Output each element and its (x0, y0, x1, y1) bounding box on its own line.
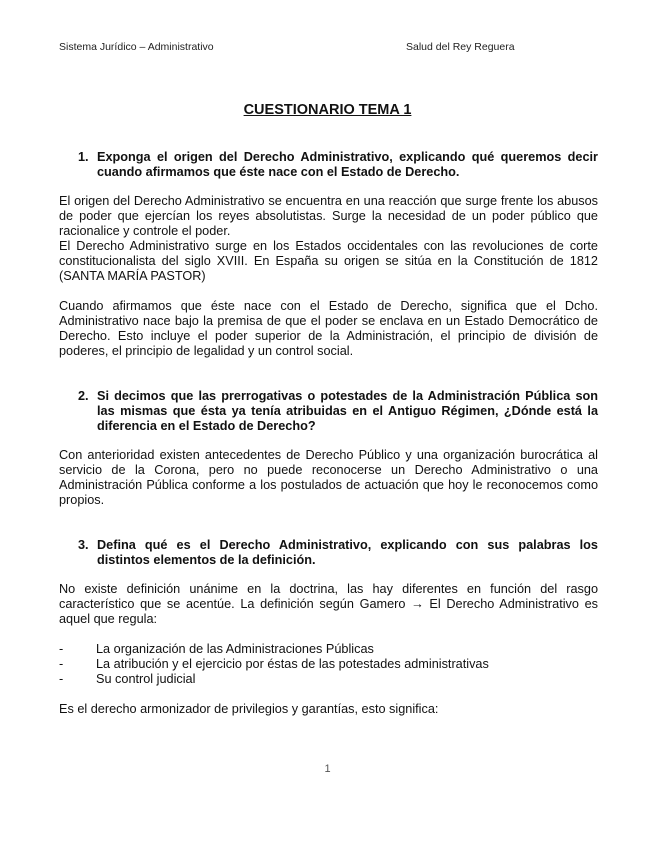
answer-paragraph: No existe definición unánime en la doctrina, las hay diferentes en función del rasgo característico que se acentúe. La definición según Gamero → El Derecho Administrativo es aquel que regula: (59, 582, 598, 626)
header-author: Salud del Rey Reguera (406, 41, 515, 53)
question-3 (59, 538, 598, 568)
list-item (59, 642, 598, 657)
list-marker: - (59, 672, 64, 686)
question-text: Si decimos que las prerrogativas o potestades de la Administración Pública son las mismas que ésta ya tenía atribuidas en el Antiguo Régimen, ¿Dónde está la diferencia en el Estado de Derecho? (97, 389, 598, 433)
list-item-text: La atribución y el ejercicio por éstas de las potestades administrativas (96, 657, 489, 671)
answer-paragraph: Cuando afirmamos que éste nace con el Estado de Derecho, significa que el Dcho. Administrativo nace bajo la premisa de que el poder se enclava en un Estado Democrático de Derecho. Esto incluye el poder superior de la Administración, el principio de división de poderes, el principio de legalidad y un control social. (59, 299, 598, 358)
question-number: 1. (78, 150, 89, 164)
list-item (59, 657, 598, 672)
list-item (59, 672, 598, 687)
list-item-text: Su control judicial (96, 672, 196, 686)
header-subject: Sistema Jurídico – Administrativo (59, 41, 214, 53)
list-marker: - (59, 657, 64, 671)
document-body (59, 150, 598, 717)
answer-paragraph: El Derecho Administrativo surge en los Estados occidentales con las revoluciones de corte constitucionalista del siglo XVIII. En España su origen se sitúa en la Constitución de 1812 (SANTA MARÍA PASTOR) (59, 239, 598, 283)
question-1 (59, 150, 598, 180)
list-marker: - (59, 642, 64, 656)
question-text: Defina qué es el Derecho Administrativo, explicando con sus palabras los distintos elementos de la definición. (97, 538, 598, 567)
answer-paragraph: Con anterioridad existen antecedentes de Derecho Público y una organización burocrática al servicio de la Corona, pero no puede reconocerse un Derecho Administrativo o una Administración Pública conforme a los postulados de actuación que hoy le reconocemos como propios. (59, 448, 598, 507)
question-number: 3. (78, 538, 89, 552)
list-item-text: La organización de las Administraciones Públicas (96, 642, 374, 656)
question-text: Exponga el origen del Derecho Administrativo, explicando qué queremos decir cuando afirmamos que éste nace con el Estado de Derecho. (97, 150, 598, 179)
question-2 (59, 389, 598, 434)
page-title: CUESTIONARIO TEMA 1 (243, 102, 412, 118)
question-number: 2. (78, 389, 89, 403)
page-number: 1 (324, 763, 331, 775)
answer-paragraph: Es el derecho armonizador de privilegios y garantías, esto significa: (59, 702, 439, 716)
answer-paragraph: El origen del Derecho Administrativo se encuentra en una reacción que surge frente los abusos de poder que ejercían los reyes absolutistas. Surge la necesidad de un poder público que racionalice y controle el poder. (59, 194, 598, 238)
